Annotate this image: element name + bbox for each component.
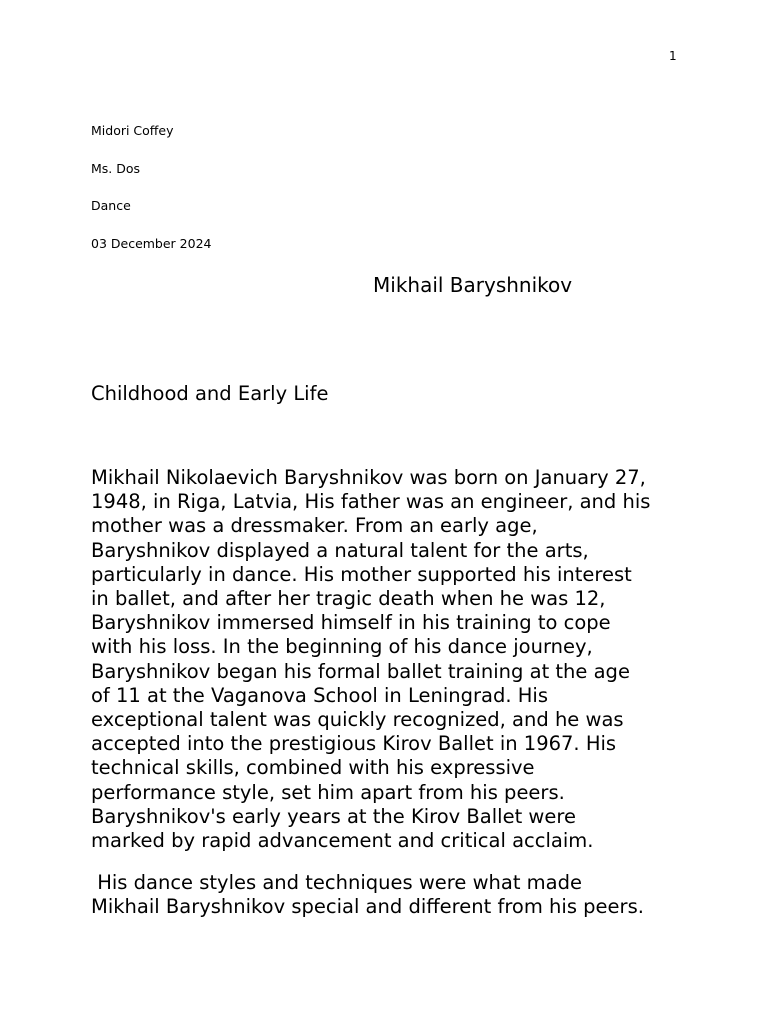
paragraph-line: Baryshnikov began his formal ballet training at the age <box>91 659 630 683</box>
paragraph-line: technical skills, combined with his expressive <box>91 756 535 780</box>
paragraph-line: His dance styles and techniques were what made <box>91 871 582 894</box>
body-paragraph-1 <box>91 466 676 853</box>
paragraph-line: 1948, in Riga, Latvia, His father was an engineer, and his <box>91 490 651 514</box>
paragraph-line: Mikhail Baryshnikov special and different from his peers. <box>91 895 644 919</box>
body-paragraph-2 <box>91 871 676 919</box>
paragraph-line: accepted into the prestigious Kirov Ballet in 1967. His <box>91 732 617 756</box>
paragraph-line: marked by rapid advancement and critical acclaim. <box>91 829 594 853</box>
paragraph-line: particularly in dance. His mother supported his interest <box>91 562 632 586</box>
paragraph-line: of 11 at the Vaganova School in Leningrad. His <box>91 683 549 707</box>
date-line: 03 December 2024 <box>91 236 212 251</box>
student-name: Midori Coffey <box>91 123 174 138</box>
paragraph-line: exceptional talent was quickly recognized, and he was <box>91 708 624 732</box>
paragraph-line: Baryshnikov's early years at the Kirov Ballet were <box>91 804 576 828</box>
paragraph-line: mother was a dressmaker. From an early age, <box>91 514 538 538</box>
page-number: 1 <box>669 49 677 63</box>
document-title: Mikhail Baryshnikov <box>373 273 573 297</box>
paragraph-line: Baryshnikov displayed a natural talent for the arts, <box>91 538 589 562</box>
paragraph-line: performance style, set him apart from his peers. <box>91 780 565 804</box>
paragraph-line: Baryshnikov immersed himself in his training to cope <box>91 611 611 635</box>
paragraph-line: Mikhail Nikolaevich Baryshnikov was born on January 27, <box>91 466 646 489</box>
course-name: Dance <box>91 198 131 213</box>
paragraph-line: with his loss. In the beginning of his dance journey, <box>91 635 593 659</box>
teacher-name: Ms. Dos <box>91 161 141 176</box>
section-heading: Childhood and Early Life <box>91 382 329 405</box>
paragraph-line: in ballet, and after her tragic death when he was 12, <box>91 587 606 611</box>
